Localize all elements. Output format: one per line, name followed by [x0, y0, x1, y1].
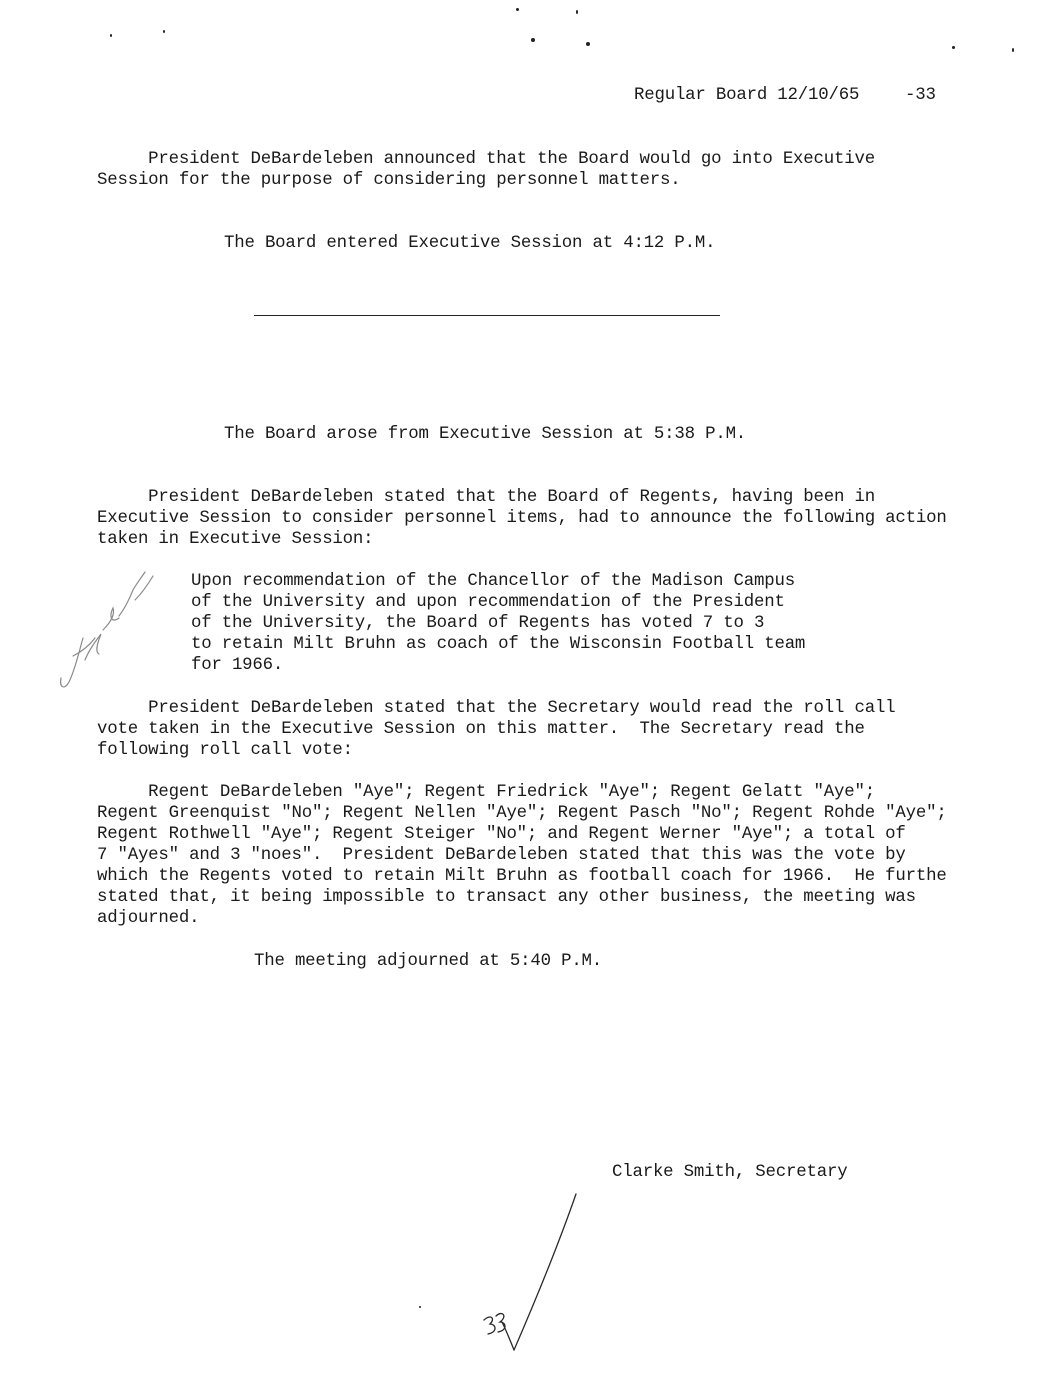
- meeting-adjourned: The meeting adjourned at 5:40 P.M.: [254, 952, 603, 971]
- executive-session-arose: The Board arose from Executive Session at 5:38 P.M.: [224, 425, 747, 444]
- section-divider: [254, 315, 720, 316]
- paragraph-line: President DeBardeleben stated that the Secretary would read the roll call: [97, 699, 896, 718]
- handwritten-check-mark: [480, 1190, 590, 1360]
- quote-line: for 1966.: [191, 656, 284, 675]
- header-board-date: Regular Board 12/10/65: [634, 86, 860, 105]
- scan-speck: [531, 38, 535, 42]
- roll-call-line: stated that, it being impossible to transact any other business, the meeting was: [97, 888, 916, 907]
- roll-call-line: Regent Greenquist "No"; Regent Nellen "Aye"; Regent Pasch "No"; Regent Rohde "Aye";: [97, 804, 947, 823]
- quote-line: Upon recommendation of the Chancellor of the Madison Campus: [191, 572, 795, 591]
- secretary-signature-name: Clarke Smith, Secretary: [612, 1163, 848, 1182]
- paragraph-line: Executive Session to consider personnel items, had to announce the following action: [97, 509, 947, 528]
- scan-speck: [576, 10, 578, 14]
- paragraph-line: vote taken in the Executive Session on this matter. The Secretary read the: [97, 720, 865, 739]
- paragraph-line: President DeBardeleben announced that the Board would go into Executive: [97, 150, 875, 169]
- handwritten-margin-note: [55, 560, 165, 700]
- scan-speck: [586, 42, 590, 46]
- quote-line: of the University and upon recommendation of the President: [191, 593, 785, 612]
- paragraph-line: Session for the purpose of considering personnel matters.: [97, 171, 681, 190]
- roll-call-line: which the Regents voted to retain Milt Bruhn as football coach for 1966. He furthe: [97, 867, 947, 886]
- scan-speck: [952, 46, 955, 49]
- executive-session-entered: The Board entered Executive Session at 4:12 P.M.: [224, 234, 716, 253]
- roll-call-line: 7 "Ayes" and 3 "noes". President DeBardeleben stated that this was the vote by: [97, 846, 906, 865]
- header-page-number: -33: [905, 86, 936, 105]
- roll-call-line: adjourned.: [97, 909, 200, 928]
- scan-speck: [1012, 48, 1014, 52]
- scan-speck: [163, 30, 165, 33]
- roll-call-line: Regent DeBardeleben "Aye"; Regent Friedrick "Aye"; Regent Gelatt "Aye";: [97, 783, 875, 802]
- paragraph-line: President DeBardeleben stated that the Board of Regents, having been in: [97, 488, 875, 507]
- paragraph-line: taken in Executive Session:: [97, 530, 374, 549]
- paragraph-line: following roll call vote:: [97, 741, 353, 760]
- quote-line: of the University, the Board of Regents has voted 7 to 3: [191, 614, 765, 633]
- scan-speck: [516, 8, 519, 11]
- roll-call-line: Regent Rothwell "Aye"; Regent Steiger "No"; and Regent Werner "Aye"; a total of: [97, 825, 906, 844]
- quote-line: to retain Milt Bruhn as coach of the Wisconsin Football team: [191, 635, 806, 654]
- scan-speck: [419, 1306, 421, 1308]
- scan-speck: [110, 34, 112, 37]
